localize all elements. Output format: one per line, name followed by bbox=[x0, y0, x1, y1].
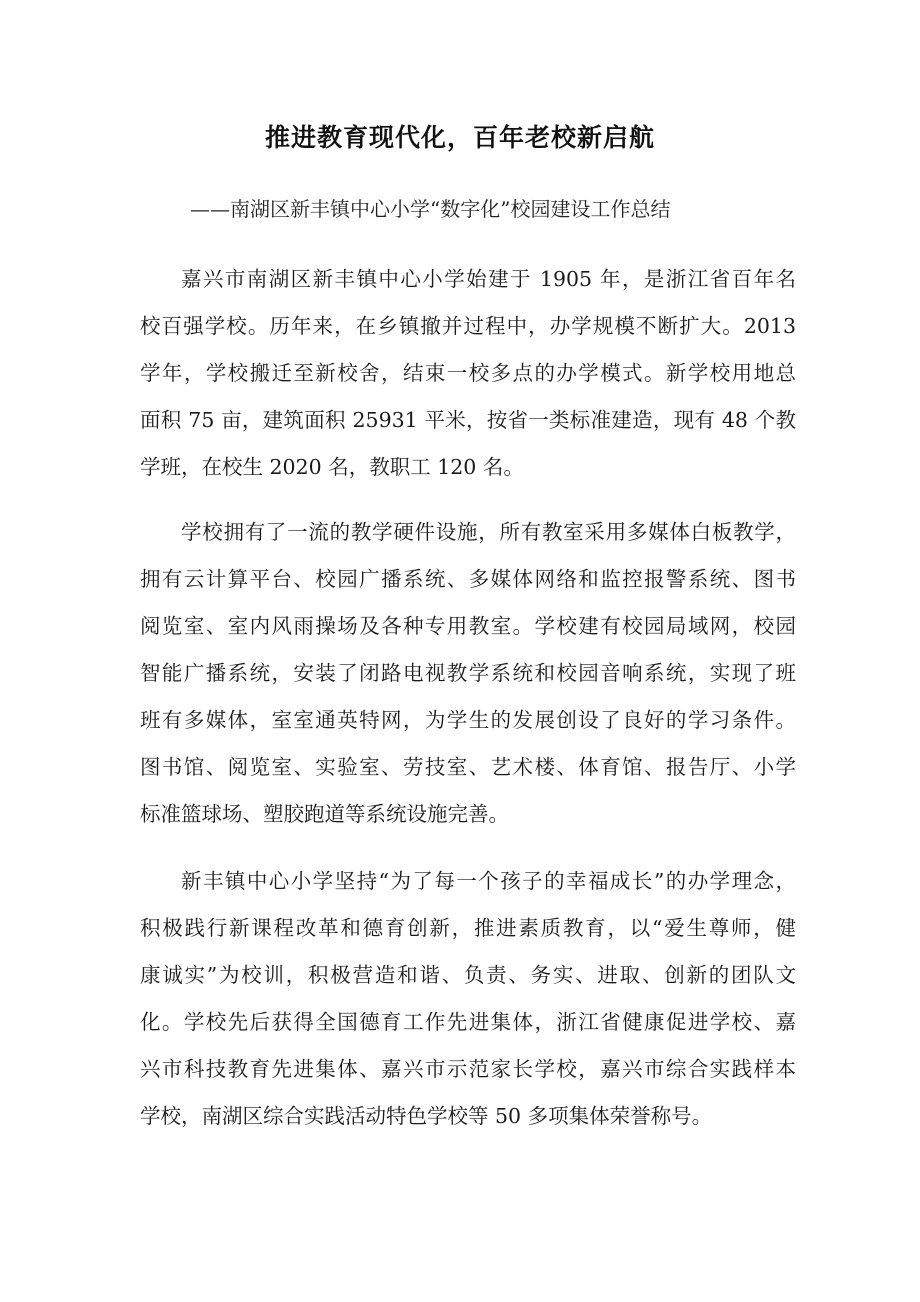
paragraph-line: 标准篮球场、塑胶跑道等系统设施完善。 bbox=[140, 802, 509, 826]
paragraph-line: 阅览室、室内风雨操场及各种专用教室。学校建有校园局域网，校园 bbox=[140, 614, 796, 638]
paragraph-line: 兴市科技教育先进集体、嘉兴市示范家长学校，嘉兴市综合实践样本 bbox=[140, 1057, 796, 1081]
paragraph-line: 学校，南湖区综合实践活动特色学校等 50 多项集体荣誉称号。 bbox=[140, 1104, 713, 1128]
paragraph-line: 学年，学校搬迁至新校舍，结束一校多点的办学模式。新学校用地总 bbox=[140, 361, 796, 385]
paragraph-line: 拥有云计算平台、校园广播系统、多媒体网络和监控报警系统、图书 bbox=[140, 567, 796, 591]
paragraph-line: 新丰镇中心小学坚持“为了每一个孩子的幸福成长”的办学理念， bbox=[181, 869, 796, 893]
paragraph-line: 康诚实”为校训，积极营造和谐、负责、务实、进取、创新的团队文 bbox=[140, 963, 796, 987]
paragraph-line: 学校拥有了一流的教学硬件设施，所有教室采用多媒体白板教学， bbox=[181, 520, 796, 544]
paragraph-line: 校百强学校。历年来，在乡镇撤并过程中，办学规模不断扩大。2013 bbox=[140, 314, 796, 338]
paragraph-philosophy-honors bbox=[140, 858, 796, 1140]
paragraph-line: 图书馆、阅览室、实验室、劳技室、艺术楼、体育馆、报告厅、小学 bbox=[140, 755, 796, 779]
document-subtitle: ——南湖区新丰镇中心小学“数字化”校园建设工作总结 bbox=[190, 197, 671, 221]
paragraph-line: 班有多媒体，室室通英特网，为学生的发展创设了良好的学习条件。 bbox=[140, 708, 796, 732]
paragraph-line: 面积 75 亩，建筑面积 25931 平米，按省一类标准建造，现有 48 个教 bbox=[140, 408, 796, 432]
paragraph-facilities bbox=[140, 509, 796, 838]
paragraph-line: 积极践行新课程改革和德育创新，推进素质教育，以“爱生尊师，健 bbox=[140, 916, 796, 940]
paragraph-line: 智能广播系统，安装了闭路电视教学系统和校园音响系统，实现了班 bbox=[140, 661, 796, 685]
document-title: 推进教育现代化，百年老校新启航 bbox=[264, 123, 655, 152]
paragraph-line: 嘉兴市南湖区新丰镇中心小学始建于 1905 年，是浙江省百年名 bbox=[181, 267, 796, 291]
paragraph-line: 化。学校先后获得全国德育工作先进集体，浙江省健康促进学校、嘉 bbox=[140, 1010, 796, 1034]
paragraph-line: 学班，在校生 2020 名，教职工 120 名。 bbox=[140, 455, 524, 479]
paragraph-school-history bbox=[140, 256, 796, 491]
